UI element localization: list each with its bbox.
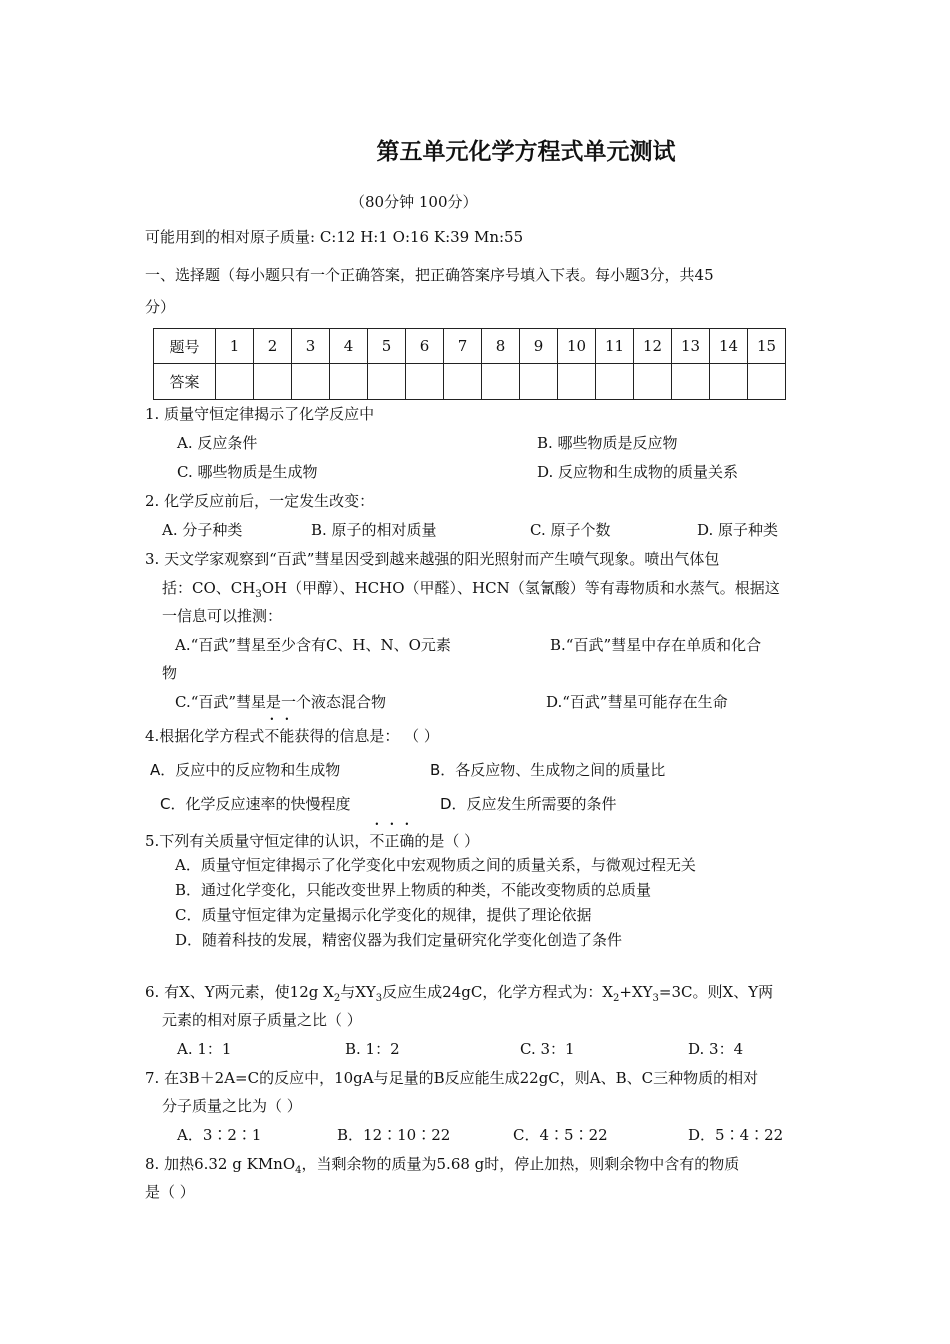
answer-table-number-row [154, 329, 786, 364]
question-number: 7 [444, 329, 482, 364]
q1-option-a: A. 反应条件 [177, 434, 258, 452]
answer-cell[interactable] [216, 364, 254, 400]
q3-option-a: A.“百武”彗星至少含有C、H、N、O元素 [175, 636, 451, 654]
question-number: 5 [368, 329, 406, 364]
answer-table [153, 328, 786, 400]
q6-text: 反应生成24gC，化学方程式为：X [382, 983, 614, 1001]
question-number: 10 [558, 329, 596, 364]
q6-option-c: C. 3：1 [520, 1040, 575, 1058]
q6-subscript: 3 [375, 993, 383, 1004]
q7-option-c: C．4∶5∶22 [513, 1126, 608, 1144]
q6-text: =3C。则X、Y两 [658, 983, 774, 1001]
q3-stem-line3: 一信息可以推测： [162, 607, 283, 625]
q3-line2-text-cont: OH（甲醇）、HCHO（甲醛）、HCN（氢氰酸）等有毒物质和水蒸气。根据这 [261, 579, 780, 597]
q5-option-d: D．随着科技的发展，精密仪器为我们定量研究化学变化创造了条件 [175, 931, 623, 949]
q8-stem-line1 [145, 1154, 739, 1181]
q6-option-b: B. 1：2 [345, 1040, 400, 1058]
q5-option-b: B．通过化学变化，只能改变世界上物质的种类，不能改变物质的总质量 [175, 881, 652, 899]
page-title: 第五单元化学方程式单元测试 [376, 139, 676, 165]
exam-duration-score: （80分钟 100分） [350, 193, 478, 211]
q5-stem-text: 5.下列有关质量守恒定律的认识， [145, 832, 370, 850]
q6-stem-line2: 元素的相对原子质量之比（ ） [162, 1011, 362, 1029]
q7-option-a: A．3∶2∶1 [177, 1126, 262, 1144]
q6-text: +XY [619, 983, 653, 1001]
q3-option-b: B.“百武”彗星中存在单质和化合 [550, 636, 762, 654]
q6-stem-line1 [145, 982, 773, 1009]
question-number: 9 [520, 329, 558, 364]
question-number: 15 [748, 329, 786, 364]
answer-cell[interactable] [368, 364, 406, 400]
q4-option-d: D．反应发生所需要的条件 [440, 795, 617, 813]
q7-option-b: B．12∶10∶22 [337, 1126, 451, 1144]
q5-stem-text-cont: 的是（ ） [414, 832, 480, 850]
q5-option-c: C．质量守恒定律为定量揭示化学变化的规律，提供了理论依据 [175, 906, 592, 924]
q5-emphasis-char: 确 [399, 832, 415, 850]
answer-cell[interactable] [406, 364, 444, 400]
answer-cell[interactable] [634, 364, 672, 400]
answer-cell[interactable] [292, 364, 330, 400]
q2-option-a: A. 分子种类 [162, 521, 243, 539]
answer-cell[interactable] [748, 364, 786, 400]
question-number: 6 [406, 329, 444, 364]
q6-option-d: D. 3：4 [688, 1040, 744, 1058]
question-number: 4 [330, 329, 368, 364]
q7-stem-line2: 分子质量之比为（ ） [162, 1097, 302, 1115]
q5-emphasis-char: 不 [369, 832, 385, 850]
section1-instructions-cont: 分） [145, 298, 176, 316]
q3-stem-line1: 3. 天文学家观察到“百武”彗星因受到越来越强的阳光照射而产生喷气现象。喷出气体包 [145, 550, 720, 568]
q4-option-c: C．化学反应速率的快慢程度 [160, 795, 351, 813]
q8-text-cont: ，当剩余物的质量为5.68 g时，停止加热，则剩余物中含有的物质 [301, 1155, 740, 1173]
q2-stem: 2. 化学反应前后，一定发生改变： [145, 492, 375, 510]
q4-option-a: A．反应中的反应物和生成物 [150, 761, 341, 779]
answer-table-answer-row [154, 364, 786, 400]
question-number: 1 [216, 329, 254, 364]
q8-stem-line2: 是（ ） [145, 1183, 195, 1201]
question-number: 3 [292, 329, 330, 364]
q4-emphasis-char: 能 [279, 727, 295, 745]
q8-text: 8. 加热6.32 g KMnO [145, 1155, 296, 1173]
section1-instructions: 一、选择题（每小题只有一个正确答案，把正确答案序号填入下表。每小题3分，共45 [145, 266, 714, 284]
question-number: 2 [254, 329, 292, 364]
q4-option-b: B．各反应物、生成物之间的质量比 [430, 761, 666, 779]
question-number: 11 [596, 329, 634, 364]
q6-subscript: 2 [333, 993, 341, 1004]
question-number: 13 [672, 329, 710, 364]
q3-stem-line2 [162, 578, 780, 605]
q4-stem-text: 4.根据化学方程式 [145, 727, 265, 745]
q5-option-a: A．质量守恒定律揭示了化学变化中宏观物质之间的质量关系，与微观过程无关 [175, 856, 696, 874]
q1-option-c: C. 哪些物质是生成物 [177, 463, 318, 481]
question-number: 14 [710, 329, 748, 364]
q4-emphasis-char: 不 [264, 727, 280, 745]
q1-option-d: D. 反应物和生成物的质量关系 [537, 463, 739, 481]
answer-cell[interactable] [330, 364, 368, 400]
q7-stem-line1: 7. 在3B＋2A=C的反应中，10gA与足量的B反应能生成22gC，则A、B、C三种物质的相对 [145, 1069, 759, 1087]
q6-text: 与XY [340, 983, 376, 1001]
answer-cell[interactable] [254, 364, 292, 400]
answer-cell[interactable] [710, 364, 748, 400]
q6-text: 6. 有X、Y两元素，使12g X [145, 983, 334, 1001]
q3-option-b-cont: 物 [162, 664, 178, 682]
answer-row-label: 答案 [154, 364, 216, 400]
q1-stem: 1. 质量守恒定律揭示了化学反应中 [145, 405, 375, 423]
atomic-mass-info: 可能用到的相对原子质量: C:12 H:1 O:16 K:39 Mn:55 [145, 228, 524, 246]
q5-stem [145, 831, 479, 851]
q1-option-b: B. 哪些物质是反应物 [537, 434, 678, 452]
q3-option-d: D.“百武”彗星可能存在生命 [546, 693, 728, 711]
q2-option-c: C. 原子个数 [530, 521, 611, 539]
q2-option-d: D. 原子种类 [697, 521, 779, 539]
q6-subscript: 2 [613, 993, 620, 1004]
answer-cell[interactable] [520, 364, 558, 400]
q3-option-c: C.“百武”彗星是一个液态混合物 [175, 693, 387, 711]
q4-stem-text-cont: 获得的信息是： （ ） [294, 727, 439, 745]
q8-subscript: 4 [295, 1165, 302, 1176]
question-number: 12 [634, 329, 672, 364]
q3-line2-text: 括：CO、CH [162, 579, 256, 597]
q7-option-d: D．5∶4∶22 [688, 1126, 784, 1144]
q3-line2-subscript: 3 [255, 589, 262, 600]
answer-cell[interactable] [596, 364, 634, 400]
q6-subscript: 3 [652, 993, 659, 1004]
q4-stem [145, 726, 439, 746]
q2-option-b: B. 原子的相对质量 [311, 521, 437, 539]
answer-cell[interactable] [444, 364, 482, 400]
answer-cell[interactable] [558, 364, 596, 400]
question-number: 8 [482, 329, 520, 364]
q5-emphasis-char: 正 [384, 832, 400, 850]
number-row-label: 题号 [154, 329, 216, 364]
answer-cell[interactable] [672, 364, 710, 400]
q6-option-a: A. 1：1 [177, 1040, 232, 1058]
answer-cell[interactable] [482, 364, 520, 400]
